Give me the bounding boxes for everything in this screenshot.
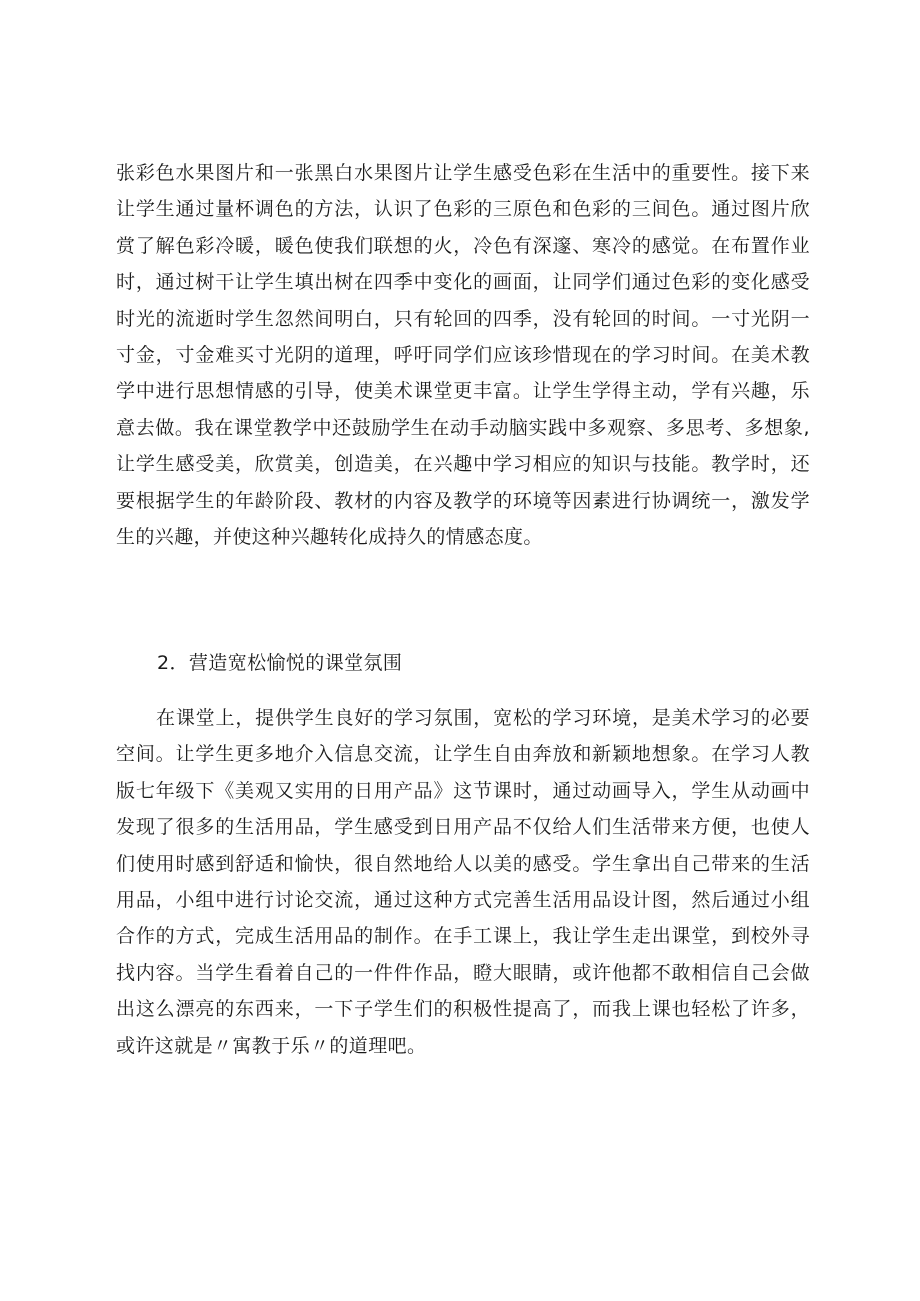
section-heading: 2．营造宽松愉悦的课堂氛围 (157, 652, 403, 674)
body-paragraph-1: 张彩色水果图片和一张黑白水果图片让学生感受色彩在生活中的重要性。接下来让学生通过量杯调色的方法，认识了色彩的三原色和色彩的三间色。通过图片欣赏了解色彩冷暖，暖色使我们联想的火，冷色有深邃、寒冷的感觉。在布置作业时，通过树干让学生填出树在四季中变化的画面，让同学们通过色彩的变化感受时光的流逝时学生忽然间明白，只有轮回的四季，没有轮回的时间。一寸光阴一寸金，寸金难买寸光阴的道理，呼吁同学们应该珍惜现在的学习时间。在美术教学中进行思想情感的引导，使美术课堂更丰富。让学生学得主动，学有兴趣，乐意去做。我在课堂教学中还鼓励学生在动手动脑实践中多观察、多思考、多想象,让学生感受美，欣赏美，创造美，在兴趣中学习相应的知识与技能。教学时，还要根据学生的年龄阶段、教材的内容及教学的环境等因素进行协调统一，激发学生的兴趣，并使这种兴趣转化成持久的情感态度。 (116, 162, 810, 549)
body-paragraph-2: 在课堂上，提供学生良好的学习氛围，宽松的学习环境，是美术学习的必要空间。让学生更多地介入信息交流，让学生自由奔放和新颖地想象。在学习人教版七年级下《美观又实用的日用产品》这节课时，通过动画导入，学生从动画中发现了很多的生活用品，学生感受到日用产品不仅给人们生活带来方便，也使人们使用时感到舒适和愉快，很自然地给人以美的感受。学生拿出自己带来的生活用品，小组中进行讨论交流，通过这种方式完善生活用品设计图，然后通过小组合作的方式，完成生活用品的制作。在手工课上，我让学生走出课堂，到校外寻找内容。当学生看着自己的一件件作品，瞪大眼睛，或许他都不敢相信自己会做出这么漂亮的东西来，一下子学生们的积极性提高了，而我上课也轻松了许多，或许这就是〃寓教于乐〃的道理吧。 (116, 707, 810, 1057)
